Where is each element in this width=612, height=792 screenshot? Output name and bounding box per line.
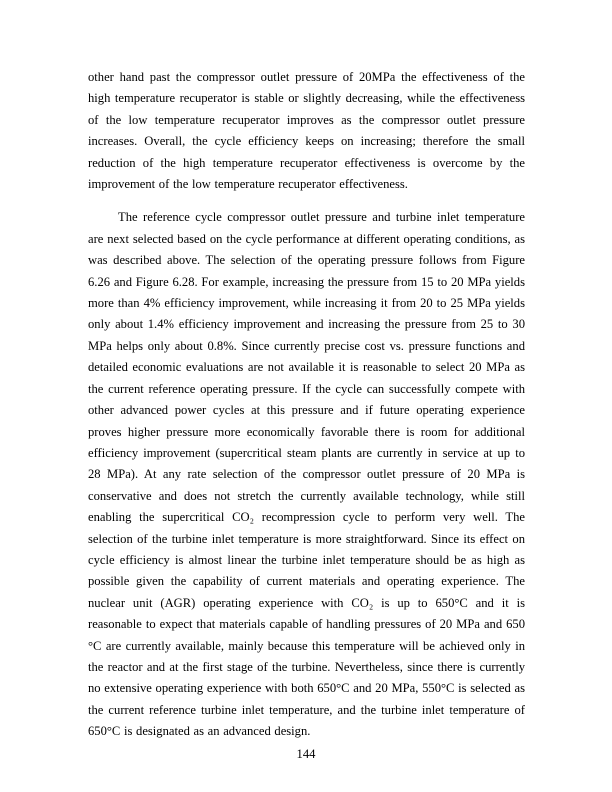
paragraph-reference-cycle: The reference cycle compressor outlet pressure and turbine inlet temperature are next selected based on the cycle performance at different operating conditions, as was described above. The selection of the operating pressure follows from Figure 6.26 and Figure 6.28. For example, increasing the pressure from 15 to 20 MPa yields more than 4% efficiency improvement, while increasing it from 20 to 25 MPa yields only about 1.4% efficiency improvement and increasing the pressure from 25 to 30 MPa helps only about 0.8%. Since currently precise cost vs. pressure functions and detailed economic evaluations are not available it is reasonable to select 20 MPa as the current reference operating pressure. If the cycle can successfully compete with other advanced power cycles at this pressure and if future operating experience proves higher pressure more economically favorable there is room for additional efficiency improvement (supercritical steam plants are currently in service at up to 28 MPa). At any rate selection of the compressor outlet pressure of 20 MPa is conservative and does not stretch the currently available technology, while still enabling the supercritical CO₂ recompression cycle to perform very well. The selection of the turbine inlet temperature is more straightforward. Since its effect on cycle efficiency is almost linear the turbine inlet temperature should be as high as possible given the capability of current materials and operating experience. The nuclear unit (AGR) operating experience with CO₂ is up to 650°C and it is reasonable to expect that materials capable of handling pressures of 20 MPa and 650 °C are currently available, mainly because this temperature will be achieved only in the reactor and at the first stage of the turbine. Nevertheless, since there is currently no extensive operating experience with both 650°C and 20 MPa, 550°C is selected as the current reference turbine inlet temperature, and the turbine inlet temperature of 650°C is designated as an advanced design. <box>88 210 525 739</box>
text-block <box>88 67 525 743</box>
page-number: 144 <box>296 747 316 761</box>
paragraph-continuation: other hand past the compressor outlet pressure of 20MPa the effectiveness of the high temperature recuperator is stable or slightly decreasing, while the effectiveness of the low temperature recuperator improves as the compressor outlet pressure increases. Overall, the cycle efficiency keeps on increasing; therefore the small reduction of the high temperature recuperator effectiveness is overcome by the improvement of the low temperature recuperator effectiveness. <box>88 70 525 192</box>
